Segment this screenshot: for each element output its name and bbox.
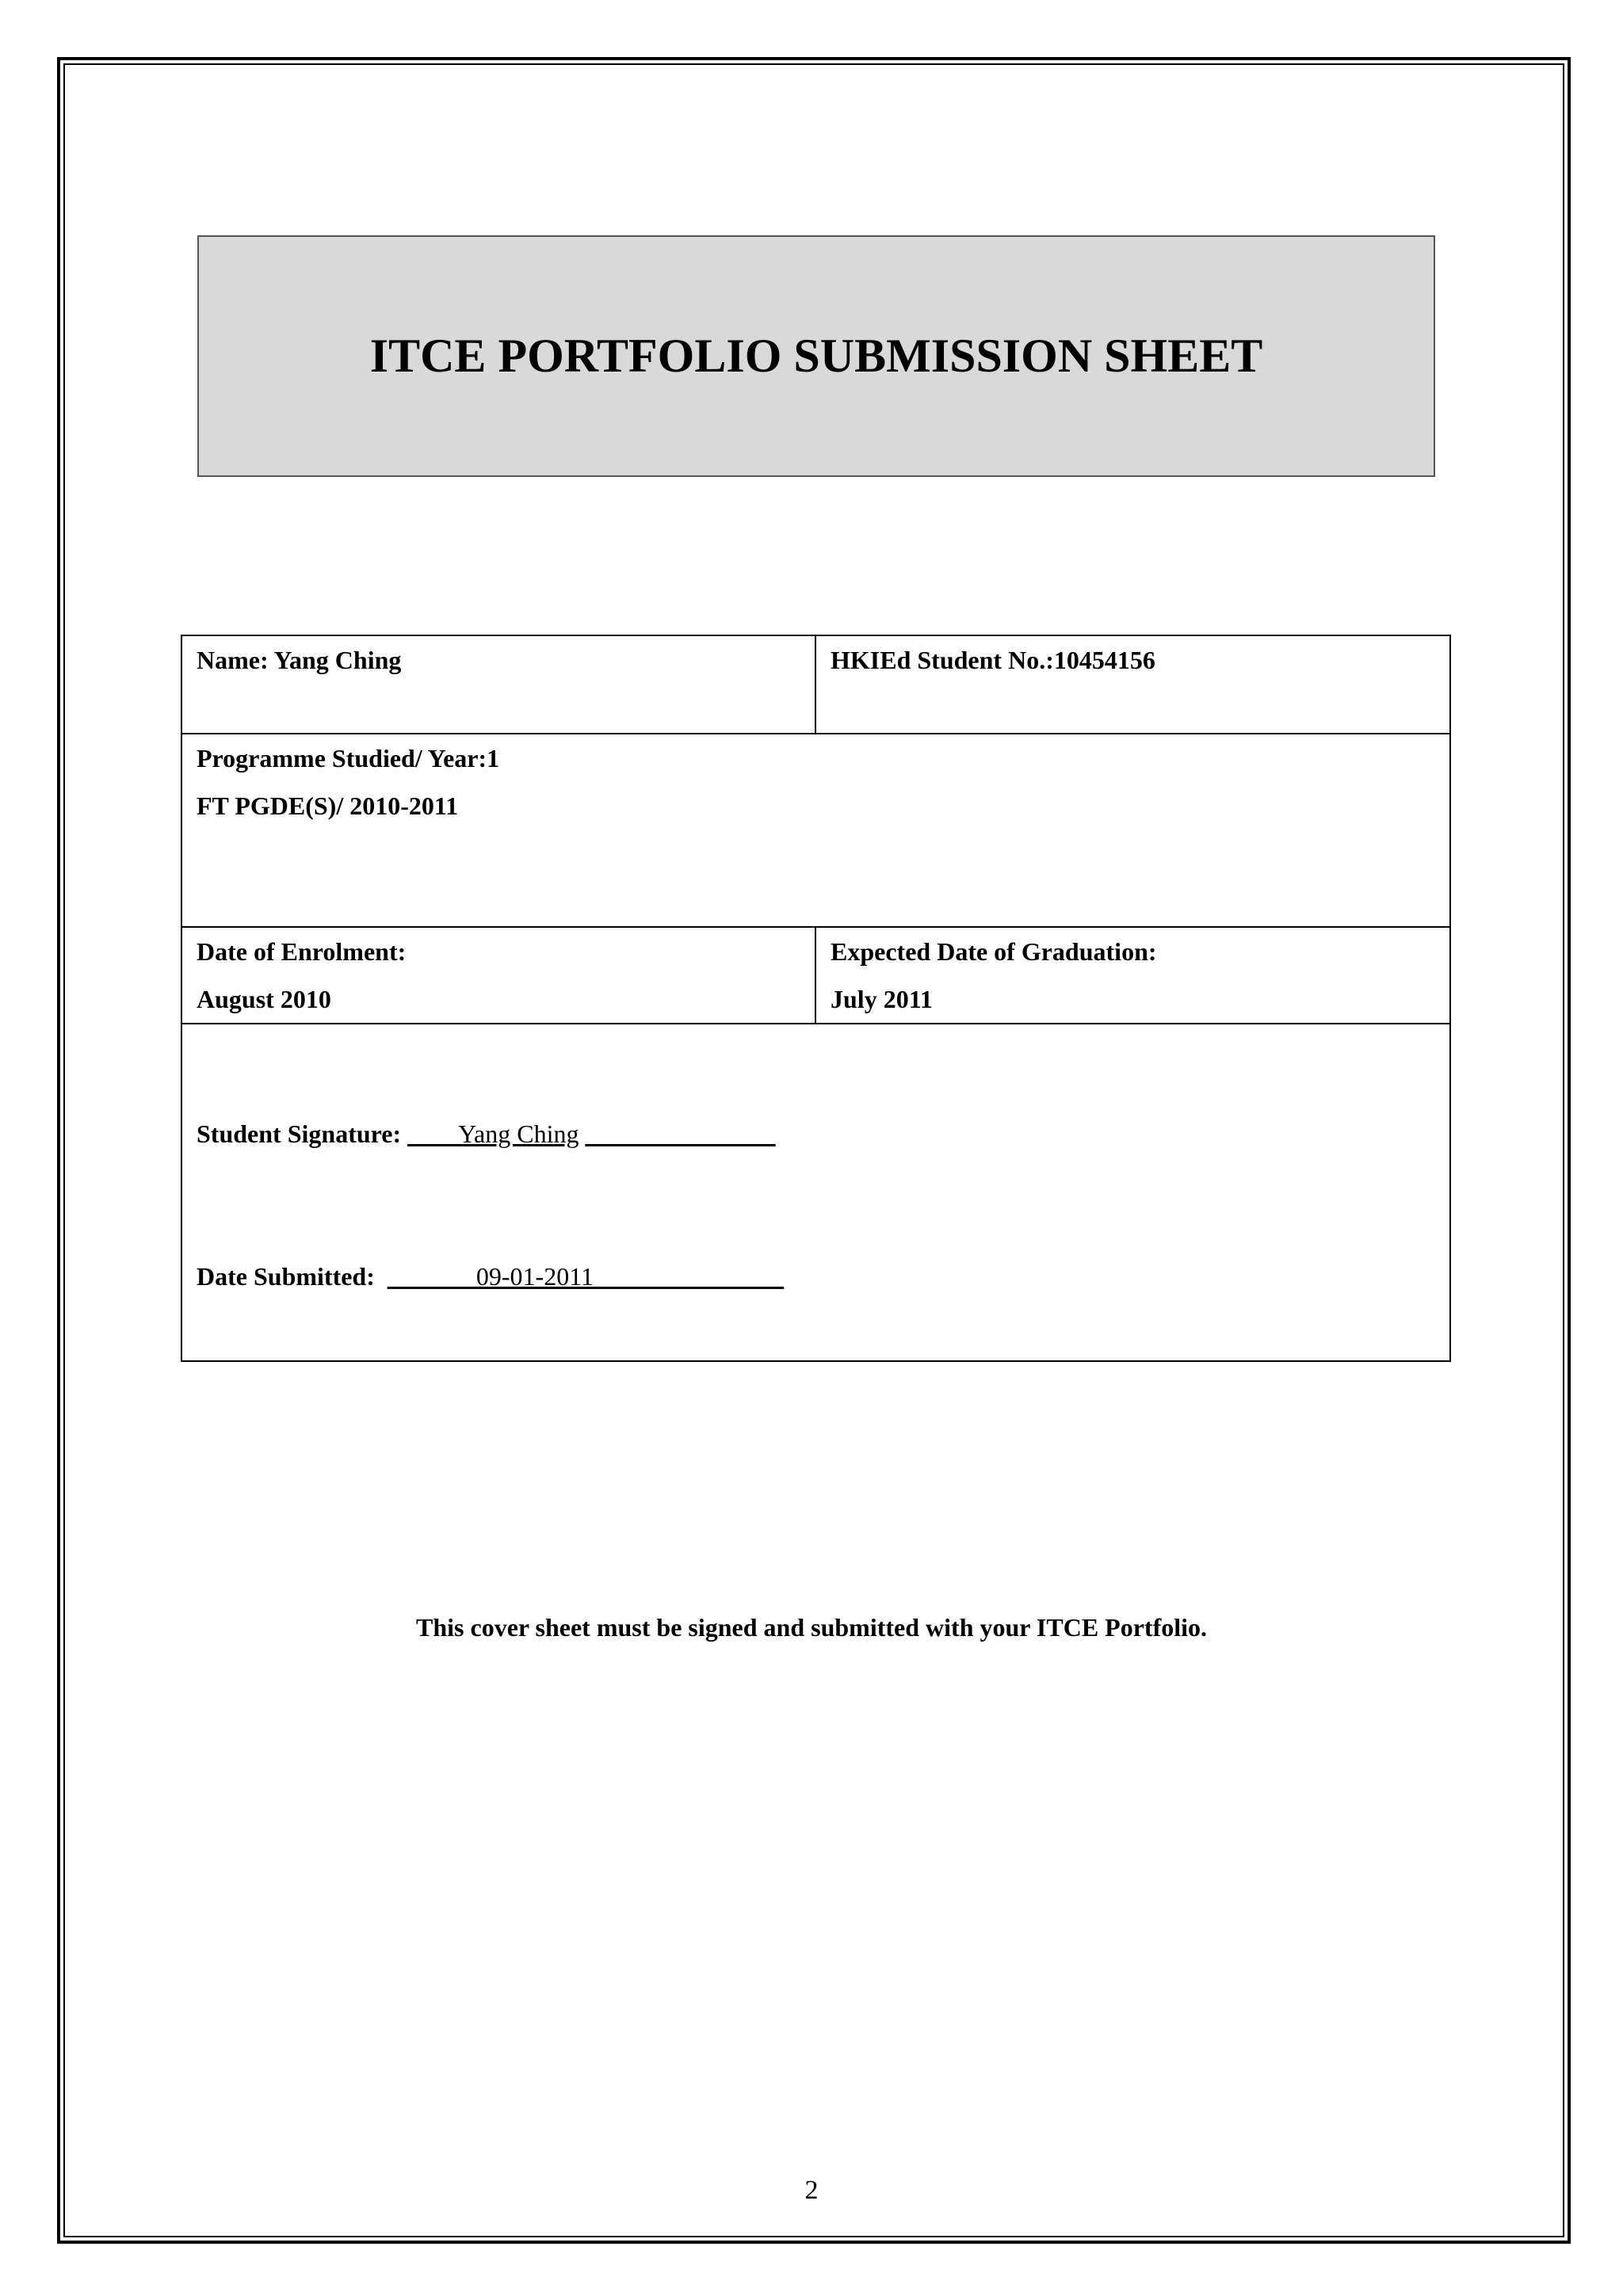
date-blank-after: ______________: [606, 1262, 784, 1291]
date-blank-before: _______: [387, 1262, 476, 1291]
name-cell: [181, 635, 815, 734]
page-title: ITCE PORTFOLIO SUBMISSION SHEET: [369, 330, 1263, 382]
table-row: [181, 1024, 1450, 1361]
table-row: [181, 734, 1450, 927]
signature-cell: [181, 1024, 1450, 1361]
signature-value: Yang Ching: [458, 1119, 579, 1148]
graduation-cell: [815, 927, 1450, 1024]
footer-note: This cover sheet must be signed and submitted with your ITCE Portfolio.: [416, 1613, 1207, 1642]
signature-line: [197, 1118, 1435, 1150]
programme-label: Programme Studied/ Year:1: [197, 744, 500, 772]
enrolment-value: August 2010: [197, 985, 331, 1013]
graduation-value: July 2011: [831, 985, 933, 1013]
name-label: Name: Yang Ching: [197, 646, 402, 674]
table-row: [181, 635, 1450, 734]
student-no-label: HKIEd Student No.:10454156: [831, 646, 1155, 674]
date-underscore: _: [594, 1262, 606, 1291]
date-submitted-line: [197, 1261, 1435, 1292]
table-row: [181, 927, 1450, 1024]
date-submitted-label: Date Submitted:: [197, 1262, 388, 1291]
signature-blank-after: _______________: [585, 1119, 776, 1148]
signature-label: Student Signature:: [197, 1119, 408, 1148]
submission-info-table: [181, 635, 1451, 1362]
signature-blank-before: ____: [407, 1119, 459, 1148]
title-box: [197, 235, 1435, 477]
programme-cell: [181, 734, 1450, 927]
graduation-label: Expected Date of Graduation:: [831, 937, 1157, 966]
enrolment-cell: [181, 927, 815, 1024]
enrolment-label: Date of Enrolment:: [197, 937, 407, 966]
date-submitted-value: 09-01-2011: [475, 1262, 594, 1291]
page-number: 2: [804, 2176, 819, 2205]
programme-value: FT PGDE(S)/ 2010-2011: [197, 791, 459, 820]
student-no-cell: [815, 635, 1450, 734]
